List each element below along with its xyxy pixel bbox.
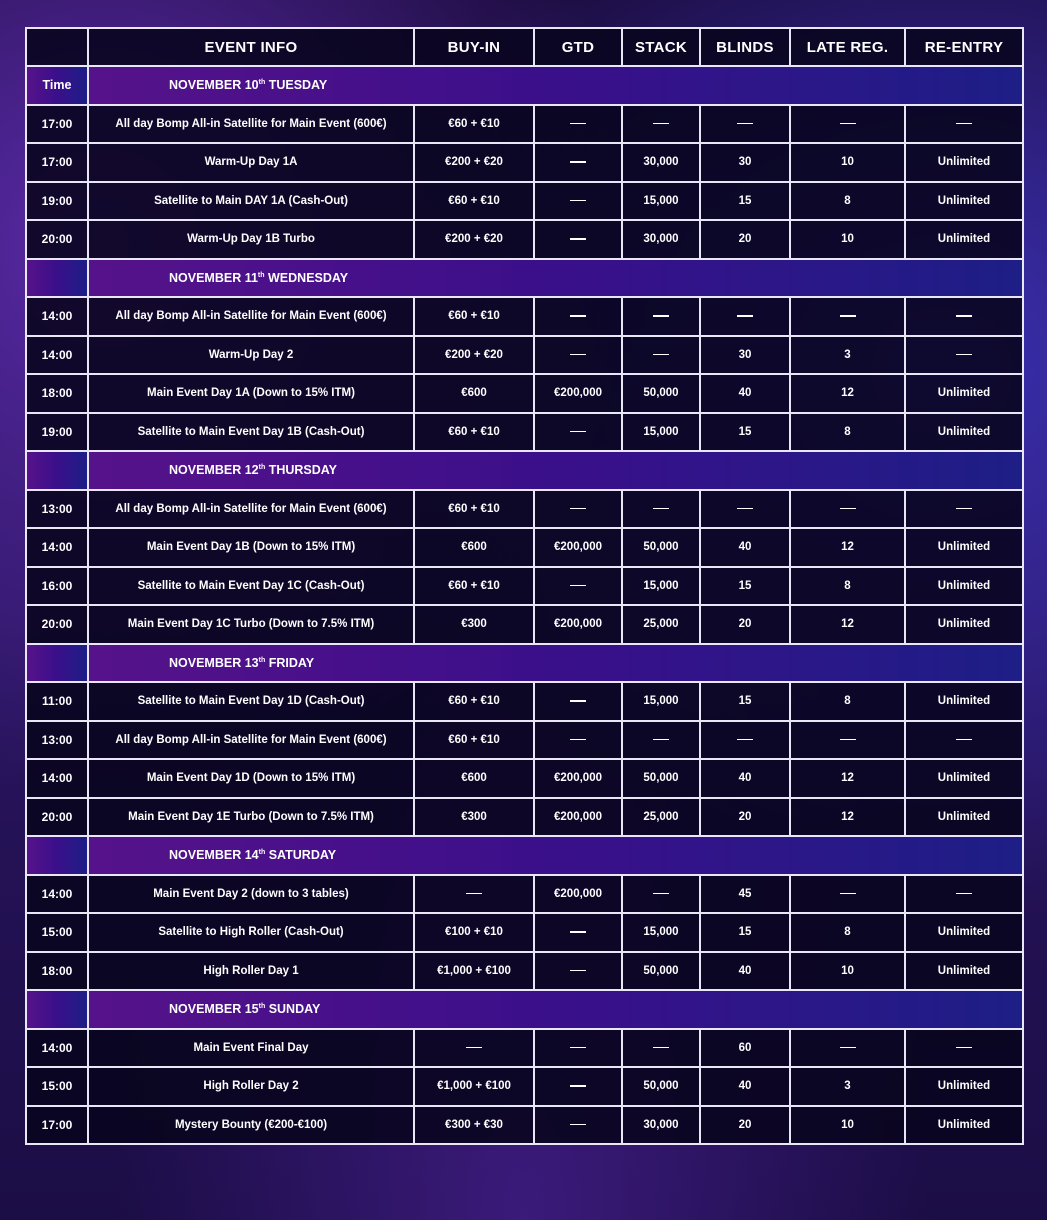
event-cell: Satellite to Main Event Day 1D (Cash-Out): [88, 682, 414, 721]
time-cell: 14:00: [26, 336, 88, 375]
header-row: [26, 28, 1023, 66]
latereg-cell: [790, 297, 905, 336]
stack-cell: [622, 105, 700, 144]
gtd-cell: €200,000: [534, 528, 622, 567]
gtd-cell: [534, 682, 622, 721]
event-cell: Main Event Day 1D (Down to 15% ITM): [88, 759, 414, 798]
dash-mark: [840, 508, 856, 510]
latereg-cell: 10: [790, 952, 905, 991]
dash-mark: [737, 739, 753, 741]
blinds-cell: 60: [700, 1029, 790, 1068]
blinds-cell: 40: [700, 952, 790, 991]
latereg-cell: 8: [790, 567, 905, 606]
time-cell: 14:00: [26, 1029, 88, 1068]
event-row: [26, 759, 1023, 798]
event-cell: Mystery Bounty (€200-€100): [88, 1106, 414, 1145]
dash-mark: [956, 739, 972, 741]
header-cell: [26, 28, 88, 66]
reentry-cell: Unlimited: [905, 798, 1023, 837]
dash-mark: [570, 161, 586, 163]
stack-cell: [622, 721, 700, 760]
blinds-cell: 40: [700, 759, 790, 798]
time-cell: 14:00: [26, 528, 88, 567]
dash-mark: [840, 123, 856, 125]
event-row: [26, 1029, 1023, 1068]
blinds-cell: 20: [700, 798, 790, 837]
blinds-cell: 20: [700, 220, 790, 259]
dash-mark: [956, 893, 972, 895]
time-label: [26, 990, 88, 1029]
stack-cell: 50,000: [622, 952, 700, 991]
day-ordinal: th: [258, 849, 266, 857]
latereg-cell: [790, 1029, 905, 1068]
gtd-cell: [534, 1106, 622, 1145]
day-header-row: [26, 836, 1023, 875]
day-header-row: [26, 990, 1023, 1029]
buyin-cell: €60 + €10: [414, 413, 534, 452]
time-cell: 19:00: [26, 182, 88, 221]
latereg-cell: [790, 875, 905, 914]
event-cell: Main Event Day 1E Turbo (Down to 7.5% ITM): [88, 798, 414, 837]
event-row: [26, 798, 1023, 837]
stack-cell: 15,000: [622, 413, 700, 452]
event-row: [26, 1067, 1023, 1106]
buyin-cell: €60 + €10: [414, 182, 534, 221]
event-cell: Satellite to Main DAY 1A (Cash-Out): [88, 182, 414, 221]
blinds-cell: 15: [700, 567, 790, 606]
dash-mark: [840, 315, 856, 317]
dash-mark: [737, 315, 753, 317]
day-title: [88, 66, 1023, 105]
stack-cell: 30,000: [622, 1106, 700, 1145]
buyin-cell: €300 + €30: [414, 1106, 534, 1145]
buyin-cell: €300: [414, 605, 534, 644]
day-title: [88, 451, 1023, 490]
dash-mark: [570, 123, 586, 125]
day-header-row: [26, 66, 1023, 105]
time-cell: 17:00: [26, 1106, 88, 1145]
event-row: [26, 605, 1023, 644]
day-date: NOVEMBER 15: [169, 1002, 259, 1017]
gtd-cell: [534, 952, 622, 991]
event-row: [26, 182, 1023, 221]
time-cell: 14:00: [26, 297, 88, 336]
dash-mark: [653, 893, 669, 895]
dash-mark: [956, 354, 972, 356]
gtd-cell: [534, 721, 622, 760]
header-cell: LATE REG.: [790, 28, 905, 66]
event-cell: High Roller Day 2: [88, 1067, 414, 1106]
day-date: NOVEMBER 12: [169, 463, 259, 478]
buyin-cell: [414, 875, 534, 914]
dash-mark: [840, 739, 856, 741]
buyin-cell: €1,000 + €100: [414, 952, 534, 991]
buyin-cell: €60 + €10: [414, 721, 534, 760]
time-cell: 13:00: [26, 721, 88, 760]
event-row: [26, 413, 1023, 452]
dash-mark: [570, 200, 586, 202]
day-weekday: TUESDAY: [265, 78, 328, 93]
blinds-cell: 20: [700, 1106, 790, 1145]
event-cell: High Roller Day 1: [88, 952, 414, 991]
buyin-cell: €200 + €20: [414, 220, 534, 259]
blinds-cell: 20: [700, 605, 790, 644]
header-cell: BUY-IN: [414, 28, 534, 66]
dash-mark: [570, 931, 586, 933]
day-date: NOVEMBER 11: [169, 270, 258, 285]
time-label: Time: [26, 66, 88, 105]
blinds-cell: 15: [700, 913, 790, 952]
event-row: [26, 952, 1023, 991]
latereg-cell: [790, 721, 905, 760]
time-cell: 17:00: [26, 143, 88, 182]
dash-mark: [956, 1047, 972, 1049]
reentry-cell: Unlimited: [905, 528, 1023, 567]
blinds-cell: 40: [700, 528, 790, 567]
event-row: [26, 913, 1023, 952]
time-cell: 20:00: [26, 605, 88, 644]
time-cell: 15:00: [26, 913, 88, 952]
stack-cell: 15,000: [622, 682, 700, 721]
stack-cell: [622, 1029, 700, 1068]
header-cell: BLINDS: [700, 28, 790, 66]
time-cell: 19:00: [26, 413, 88, 452]
blinds-cell: [700, 721, 790, 760]
latereg-cell: 8: [790, 413, 905, 452]
latereg-cell: 3: [790, 1067, 905, 1106]
buyin-cell: €60 + €10: [414, 682, 534, 721]
dash-mark: [570, 431, 586, 433]
time-label: [26, 259, 88, 298]
day-date: NOVEMBER 14: [169, 848, 259, 863]
event-cell: Warm-Up Day 2: [88, 336, 414, 375]
time-cell: 18:00: [26, 374, 88, 413]
buyin-cell: €100 + €10: [414, 913, 534, 952]
latereg-cell: 12: [790, 798, 905, 837]
day-header-row: [26, 259, 1023, 298]
gtd-cell: [534, 336, 622, 375]
reentry-cell: Unlimited: [905, 605, 1023, 644]
event-cell: All day Bomp All-in Satellite for Main Event (600€): [88, 721, 414, 760]
day-weekday: FRIDAY: [265, 655, 315, 670]
event-row: [26, 875, 1023, 914]
gtd-cell: [534, 913, 622, 952]
gtd-cell: [534, 490, 622, 529]
time-label: [26, 451, 88, 490]
gtd-cell: [534, 182, 622, 221]
gtd-cell: [534, 143, 622, 182]
dash-mark: [653, 1047, 669, 1049]
day-weekday: WEDNESDAY: [264, 270, 349, 285]
day-title: [88, 259, 1023, 298]
event-cell: Satellite to Main Event Day 1C (Cash-Out): [88, 567, 414, 606]
stack-cell: 25,000: [622, 798, 700, 837]
dash-mark: [840, 1047, 856, 1049]
latereg-cell: 10: [790, 1106, 905, 1145]
dash-mark: [653, 315, 669, 317]
time-cell: 16:00: [26, 567, 88, 606]
event-row: [26, 220, 1023, 259]
day-date: NOVEMBER 10: [169, 78, 259, 93]
event-cell: Satellite to High Roller (Cash-Out): [88, 913, 414, 952]
latereg-cell: [790, 490, 905, 529]
gtd-cell: [534, 567, 622, 606]
stack-cell: [622, 875, 700, 914]
time-cell: 11:00: [26, 682, 88, 721]
event-cell: Main Event Day 1C Turbo (Down to 7.5% ITM): [88, 605, 414, 644]
dash-mark: [570, 739, 586, 741]
event-row: [26, 105, 1023, 144]
latereg-cell: 12: [790, 605, 905, 644]
reentry-cell: [905, 721, 1023, 760]
latereg-cell: 3: [790, 336, 905, 375]
gtd-cell: [534, 220, 622, 259]
time-cell: 20:00: [26, 220, 88, 259]
stack-cell: [622, 490, 700, 529]
stack-cell: 50,000: [622, 1067, 700, 1106]
dash-mark: [570, 354, 586, 356]
latereg-cell: 8: [790, 913, 905, 952]
dash-mark: [840, 893, 856, 895]
day-ordinal: th: [258, 79, 266, 87]
day-title: [88, 836, 1023, 875]
buyin-cell: €60 + €10: [414, 297, 534, 336]
event-cell: All day Bomp All-in Satellite for Main Event (600€): [88, 105, 414, 144]
latereg-cell: 8: [790, 182, 905, 221]
time-cell: 14:00: [26, 759, 88, 798]
reentry-cell: Unlimited: [905, 1106, 1023, 1145]
gtd-cell: [534, 1067, 622, 1106]
stack-cell: 15,000: [622, 913, 700, 952]
blinds-cell: 15: [700, 413, 790, 452]
stack-cell: 30,000: [622, 220, 700, 259]
stack-cell: 15,000: [622, 182, 700, 221]
gtd-cell: [534, 105, 622, 144]
schedule-body: [26, 66, 1023, 1144]
blinds-cell: [700, 105, 790, 144]
event-row: [26, 721, 1023, 760]
stack-cell: 50,000: [622, 374, 700, 413]
stack-cell: 50,000: [622, 528, 700, 567]
event-cell: Main Event Day 2 (down to 3 tables): [88, 875, 414, 914]
reentry-cell: Unlimited: [905, 759, 1023, 798]
day-date: NOVEMBER 13: [169, 655, 259, 670]
blinds-cell: 15: [700, 182, 790, 221]
gtd-cell: €200,000: [534, 605, 622, 644]
stack-cell: 15,000: [622, 567, 700, 606]
time-cell: 14:00: [26, 875, 88, 914]
gtd-cell: €200,000: [534, 759, 622, 798]
buyin-cell: €1,000 + €100: [414, 1067, 534, 1106]
event-row: [26, 567, 1023, 606]
stack-cell: 25,000: [622, 605, 700, 644]
event-cell: All day Bomp All-in Satellite for Main Event (600€): [88, 297, 414, 336]
dash-mark: [466, 1047, 482, 1049]
gtd-cell: [534, 413, 622, 452]
time-cell: 13:00: [26, 490, 88, 529]
day-weekday: THURSDAY: [265, 463, 337, 478]
event-cell: Main Event Final Day: [88, 1029, 414, 1068]
day-weekday: SATURDAY: [265, 848, 337, 863]
reentry-cell: [905, 1029, 1023, 1068]
tournament-schedule-table: [25, 27, 1024, 1145]
reentry-cell: Unlimited: [905, 413, 1023, 452]
reentry-cell: [905, 105, 1023, 144]
stack-cell: [622, 297, 700, 336]
buyin-cell: €600: [414, 374, 534, 413]
dash-mark: [570, 970, 586, 972]
latereg-cell: 10: [790, 143, 905, 182]
time-label: [26, 836, 88, 875]
event-row: [26, 528, 1023, 567]
dash-mark: [653, 123, 669, 125]
event-cell: Main Event Day 1A (Down to 15% ITM): [88, 374, 414, 413]
reentry-cell: Unlimited: [905, 682, 1023, 721]
reentry-cell: Unlimited: [905, 1067, 1023, 1106]
event-cell: Satellite to Main Event Day 1B (Cash-Out): [88, 413, 414, 452]
event-cell: Main Event Day 1B (Down to 15% ITM): [88, 528, 414, 567]
latereg-cell: 10: [790, 220, 905, 259]
reentry-cell: Unlimited: [905, 913, 1023, 952]
blinds-cell: 15: [700, 682, 790, 721]
event-row: [26, 490, 1023, 529]
buyin-cell: €300: [414, 798, 534, 837]
dash-mark: [956, 123, 972, 125]
dash-mark: [570, 700, 586, 702]
blinds-cell: 30: [700, 336, 790, 375]
event-row: [26, 1106, 1023, 1145]
event-cell: All day Bomp All-in Satellite for Main Event (600€): [88, 490, 414, 529]
buyin-cell: €60 + €10: [414, 490, 534, 529]
reentry-cell: Unlimited: [905, 374, 1023, 413]
gtd-cell: [534, 1029, 622, 1068]
event-row: [26, 143, 1023, 182]
reentry-cell: Unlimited: [905, 143, 1023, 182]
dash-mark: [653, 739, 669, 741]
dash-mark: [570, 238, 586, 240]
time-cell: 20:00: [26, 798, 88, 837]
latereg-cell: 12: [790, 759, 905, 798]
latereg-cell: 8: [790, 682, 905, 721]
buyin-cell: €200 + €20: [414, 336, 534, 375]
day-ordinal: th: [258, 464, 266, 472]
time-label: [26, 644, 88, 683]
blinds-cell: [700, 490, 790, 529]
day-weekday: SUNDAY: [265, 1002, 321, 1017]
dash-mark: [653, 354, 669, 356]
dash-mark: [466, 893, 482, 895]
buyin-cell: €60 + €10: [414, 567, 534, 606]
latereg-cell: [790, 105, 905, 144]
reentry-cell: Unlimited: [905, 567, 1023, 606]
reentry-cell: [905, 297, 1023, 336]
event-cell: Warm-Up Day 1B Turbo: [88, 220, 414, 259]
buyin-cell: [414, 1029, 534, 1068]
buyin-cell: €600: [414, 759, 534, 798]
day-header-row: [26, 644, 1023, 683]
latereg-cell: 12: [790, 528, 905, 567]
gtd-cell: €200,000: [534, 798, 622, 837]
dash-mark: [570, 315, 586, 317]
header-cell: RE-ENTRY: [905, 28, 1023, 66]
dash-mark: [570, 585, 586, 587]
header-cell: GTD: [534, 28, 622, 66]
day-ordinal: th: [258, 1003, 266, 1011]
time-cell: 15:00: [26, 1067, 88, 1106]
event-row: [26, 682, 1023, 721]
reentry-cell: [905, 490, 1023, 529]
dash-mark: [570, 1047, 586, 1049]
event-row: [26, 336, 1023, 375]
blinds-cell: [700, 297, 790, 336]
stack-cell: [622, 336, 700, 375]
dash-mark: [570, 1085, 586, 1087]
reentry-cell: Unlimited: [905, 952, 1023, 991]
time-cell: 17:00: [26, 105, 88, 144]
blinds-cell: 40: [700, 1067, 790, 1106]
reentry-cell: Unlimited: [905, 220, 1023, 259]
reentry-cell: Unlimited: [905, 182, 1023, 221]
event-row: [26, 374, 1023, 413]
gtd-cell: €200,000: [534, 875, 622, 914]
dash-mark: [570, 1124, 586, 1126]
stack-cell: 30,000: [622, 143, 700, 182]
event-row: [26, 297, 1023, 336]
gtd-cell: [534, 297, 622, 336]
buyin-cell: €200 + €20: [414, 143, 534, 182]
latereg-cell: 12: [790, 374, 905, 413]
blinds-cell: 40: [700, 374, 790, 413]
dash-mark: [956, 508, 972, 510]
dash-mark: [956, 315, 972, 317]
dash-mark: [737, 123, 753, 125]
buyin-cell: €600: [414, 528, 534, 567]
dash-mark: [737, 508, 753, 510]
reentry-cell: [905, 875, 1023, 914]
day-ordinal: th: [257, 271, 265, 279]
time-cell: 18:00: [26, 952, 88, 991]
reentry-cell: [905, 336, 1023, 375]
dash-mark: [653, 508, 669, 510]
day-header-row: [26, 451, 1023, 490]
event-cell: Warm-Up Day 1A: [88, 143, 414, 182]
day-title: [88, 990, 1023, 1029]
blinds-cell: 30: [700, 143, 790, 182]
header-cell: EVENT INFO: [88, 28, 414, 66]
day-ordinal: th: [258, 656, 266, 664]
blinds-cell: 45: [700, 875, 790, 914]
gtd-cell: €200,000: [534, 374, 622, 413]
dash-mark: [570, 508, 586, 510]
header-cell: STACK: [622, 28, 700, 66]
stack-cell: 50,000: [622, 759, 700, 798]
day-title: [88, 644, 1023, 683]
buyin-cell: €60 + €10: [414, 105, 534, 144]
